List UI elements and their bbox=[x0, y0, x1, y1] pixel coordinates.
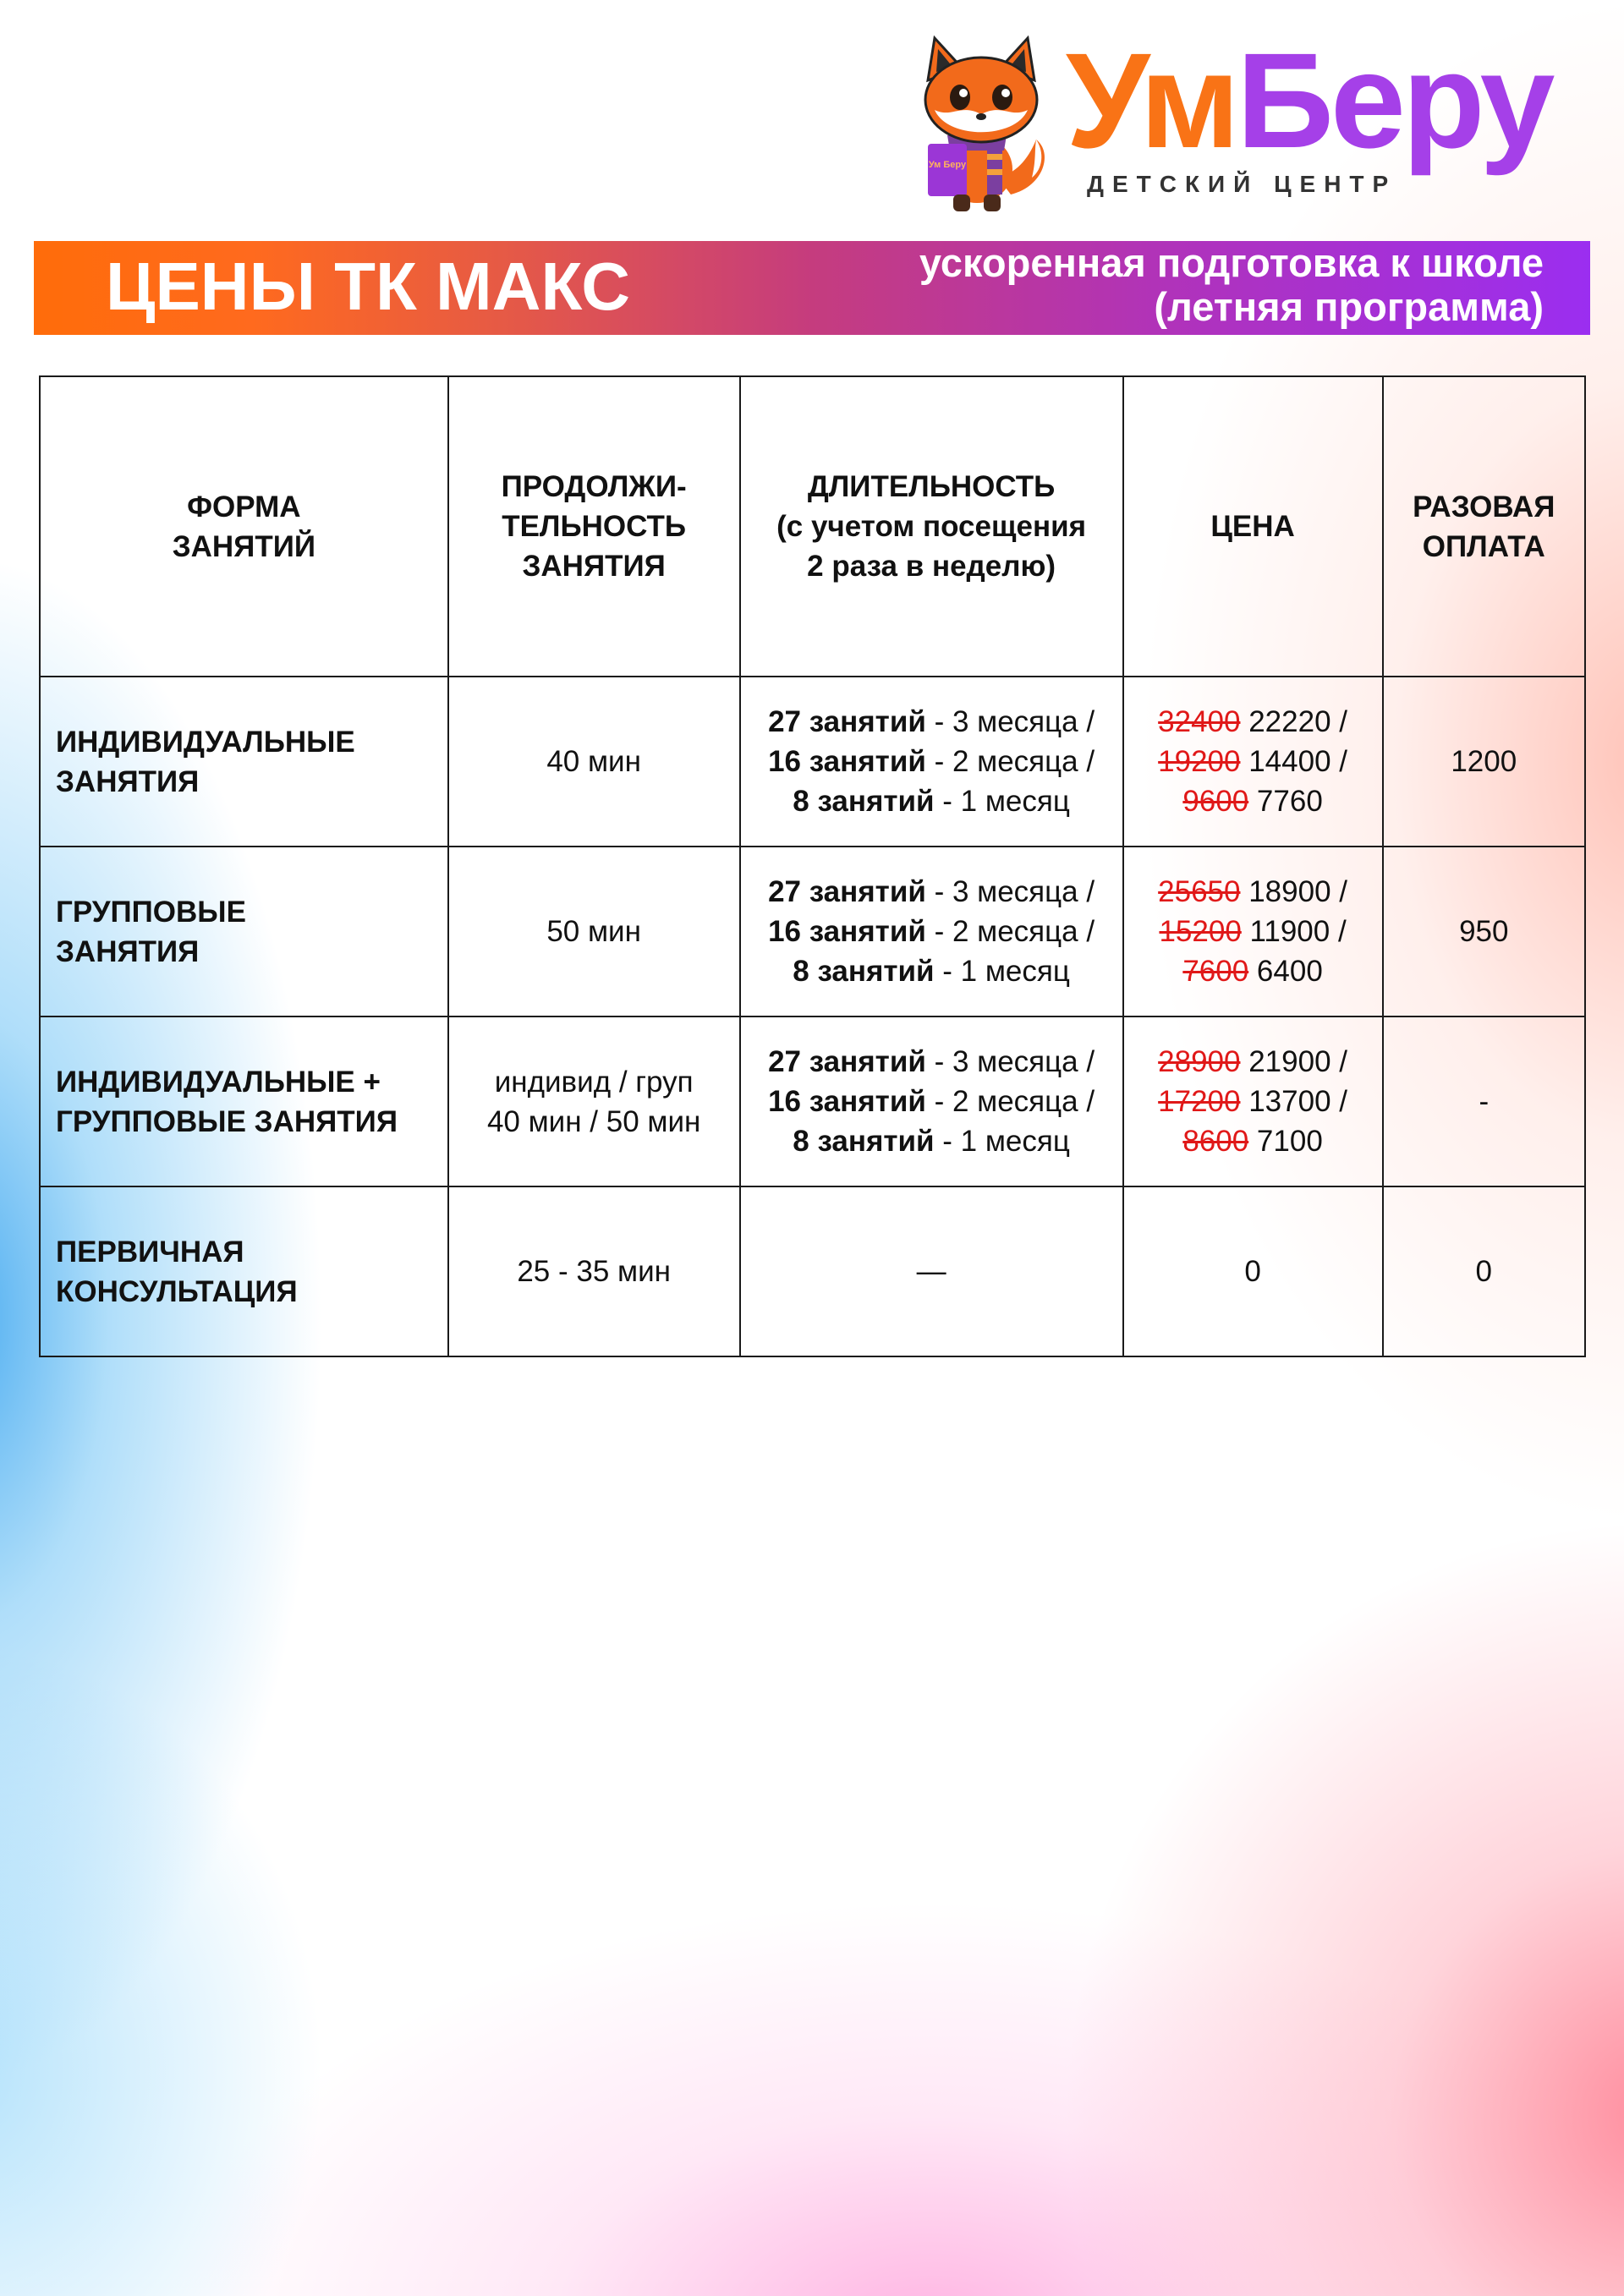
cell-lesson-length bbox=[448, 1016, 740, 1186]
lesson-count: 27 занятий bbox=[768, 1045, 926, 1078]
cell-text: 40 мин / 50 мин bbox=[486, 1104, 701, 1138]
cell-text: ЗАНЯТИЯ bbox=[56, 764, 200, 798]
header-text: ТЕЛЬНОСТЬ bbox=[502, 510, 687, 543]
price-line bbox=[1133, 1042, 1374, 1082]
price-line bbox=[1133, 912, 1374, 951]
header-text: ДЛИТЕЛЬНОСТЬ bbox=[807, 470, 1056, 503]
cell-text: 50 мин bbox=[546, 915, 641, 948]
old-price: 17200 bbox=[1158, 1085, 1241, 1118]
period-text: - 2 месяца / bbox=[925, 745, 1095, 778]
new-price: 6400 bbox=[1248, 955, 1323, 988]
page-title: ЦЕНЫ ТК МАКС bbox=[106, 249, 630, 324]
cell-form bbox=[40, 677, 448, 847]
new-price: 11900 / bbox=[1241, 915, 1347, 948]
cell-text: 25 - 35 мин bbox=[517, 1255, 671, 1288]
duration-line bbox=[749, 951, 1114, 991]
duration-line bbox=[749, 1121, 1114, 1161]
duration-line bbox=[749, 742, 1114, 781]
price-line bbox=[1133, 951, 1374, 991]
lesson-count: 16 занятий bbox=[768, 745, 926, 778]
table-header-row bbox=[40, 376, 1585, 677]
price-table bbox=[39, 375, 1586, 1357]
lesson-count: 8 занятий bbox=[793, 785, 935, 818]
cell-lesson-length bbox=[448, 1186, 740, 1356]
period-text: - 1 месяц bbox=[934, 785, 1070, 818]
old-price: 7600 bbox=[1182, 955, 1249, 988]
price-line bbox=[1133, 781, 1374, 821]
header-text: (с учетом посещения bbox=[776, 510, 1087, 543]
lesson-count: 8 занятий bbox=[793, 1125, 935, 1158]
cell-text: ГРУППОВЫЕ bbox=[56, 895, 246, 929]
duration-line bbox=[749, 912, 1114, 951]
table-row bbox=[40, 677, 1585, 847]
cell-text: индивид / груп bbox=[494, 1065, 694, 1099]
period-text: - 3 месяца / bbox=[925, 875, 1095, 908]
fox-mascot-icon bbox=[909, 34, 1053, 216]
lesson-count: 16 занятий bbox=[768, 915, 926, 948]
cell-price bbox=[1123, 1016, 1383, 1186]
brand-name-part1: Ум bbox=[1066, 25, 1237, 176]
new-price: 22220 / bbox=[1240, 705, 1347, 738]
program-subtitle-line2: (летняя программа) bbox=[1154, 284, 1544, 329]
header-text: РАЗОВАЯ bbox=[1413, 490, 1555, 523]
cell-text: ГРУППОВЫЕ ЗАНЯТИЯ bbox=[56, 1104, 398, 1138]
cell-duration bbox=[740, 1016, 1123, 1186]
price-line bbox=[1133, 742, 1374, 781]
brand-name bbox=[1066, 25, 1552, 176]
brand-tagline: ДЕТСКИЙ ЦЕНТР bbox=[1087, 171, 1397, 197]
new-price: 18900 / bbox=[1240, 875, 1347, 908]
period-text: - 1 месяц bbox=[934, 955, 1070, 988]
program-subtitle-line1: ускоренная подготовка к школе bbox=[919, 240, 1544, 285]
lesson-count: 27 занятий bbox=[768, 705, 926, 738]
cell-price bbox=[1123, 677, 1383, 847]
old-price: 19200 bbox=[1158, 745, 1241, 778]
cell-text: 40 мин bbox=[546, 745, 641, 778]
cell-duration: — bbox=[740, 1186, 1123, 1356]
header-text: 2 раза в неделю) bbox=[807, 550, 1056, 583]
table-row bbox=[40, 1186, 1585, 1356]
title-banner bbox=[34, 241, 1590, 335]
cell-lesson-length bbox=[448, 847, 740, 1016]
brand-name-part2: Беру bbox=[1236, 25, 1552, 176]
period-text: - 3 месяца / bbox=[925, 705, 1095, 738]
header-price bbox=[1123, 376, 1383, 677]
header-lesson-length bbox=[448, 376, 740, 677]
header-text: ПРОДОЛЖИ- bbox=[501, 470, 687, 503]
cell-form bbox=[40, 847, 448, 1016]
cell-form bbox=[40, 1016, 448, 1186]
cell-text: ПЕРВИЧНАЯ bbox=[56, 1235, 244, 1269]
table-row bbox=[40, 1016, 1585, 1186]
period-text: - 2 месяца / bbox=[925, 1085, 1095, 1118]
cell-single-payment: 1200 bbox=[1383, 677, 1585, 847]
period-text: - 1 месяц bbox=[934, 1125, 1070, 1158]
table-row bbox=[40, 847, 1585, 1016]
price-line bbox=[1133, 1121, 1374, 1161]
old-price: 9600 bbox=[1182, 785, 1249, 818]
program-subtitle bbox=[919, 241, 1544, 329]
cell-text: КОНСУЛЬТАЦИЯ bbox=[56, 1274, 298, 1308]
logo bbox=[909, 25, 1603, 216]
cell-text: ИНДИВИДУАЛЬНЫЕ + bbox=[56, 1065, 381, 1099]
cell-price: 0 bbox=[1123, 1186, 1383, 1356]
old-price: 25650 bbox=[1158, 875, 1241, 908]
duration-line bbox=[749, 872, 1114, 912]
old-price: 8600 bbox=[1182, 1125, 1249, 1158]
duration-line bbox=[749, 781, 1114, 821]
header-text: ФОРМА bbox=[187, 490, 301, 523]
header-single-payment bbox=[1383, 376, 1585, 677]
duration-line bbox=[749, 702, 1114, 742]
lesson-count: 16 занятий bbox=[768, 1085, 926, 1118]
header-text: ЗАНЯТИЯ bbox=[522, 550, 666, 583]
old-price: 32400 bbox=[1158, 705, 1241, 738]
duration-line bbox=[749, 1082, 1114, 1121]
header-text: ОПЛАТА bbox=[1422, 529, 1545, 563]
cell-text: ЗАНЯТИЯ bbox=[56, 934, 200, 968]
period-text: - 3 месяца / bbox=[925, 1045, 1095, 1078]
header-form bbox=[40, 376, 448, 677]
old-price: 15200 bbox=[1159, 915, 1242, 948]
old-price: 28900 bbox=[1158, 1045, 1241, 1078]
cell-single-payment: - bbox=[1383, 1016, 1585, 1186]
header-text: ЦЕНА bbox=[1210, 510, 1295, 543]
price-line bbox=[1133, 702, 1374, 742]
lesson-count: 8 занятий bbox=[793, 955, 935, 988]
new-price: 13700 / bbox=[1240, 1085, 1347, 1118]
cell-duration bbox=[740, 847, 1123, 1016]
header-text: ЗАНЯТИЙ bbox=[172, 529, 316, 563]
cell-form bbox=[40, 1186, 448, 1356]
header-duration bbox=[740, 376, 1123, 677]
price-line bbox=[1133, 872, 1374, 912]
new-price: 7760 bbox=[1248, 785, 1323, 818]
new-price: 7100 bbox=[1248, 1125, 1323, 1158]
duration-line bbox=[749, 1042, 1114, 1082]
price-line bbox=[1133, 1082, 1374, 1121]
cell-single-payment: 0 bbox=[1383, 1186, 1585, 1356]
new-price: 14400 / bbox=[1240, 745, 1347, 778]
cell-text: ИНДИВИДУАЛЬНЫЕ bbox=[56, 725, 355, 759]
cell-single-payment: 950 bbox=[1383, 847, 1585, 1016]
new-price: 21900 / bbox=[1240, 1045, 1347, 1078]
mascot-book-text: Ум Беру bbox=[928, 160, 967, 170]
cell-lesson-length bbox=[448, 677, 740, 847]
lesson-count: 27 занятий bbox=[768, 875, 926, 908]
cell-duration bbox=[740, 677, 1123, 847]
cell-price bbox=[1123, 847, 1383, 1016]
period-text: - 2 месяца / bbox=[925, 915, 1095, 948]
